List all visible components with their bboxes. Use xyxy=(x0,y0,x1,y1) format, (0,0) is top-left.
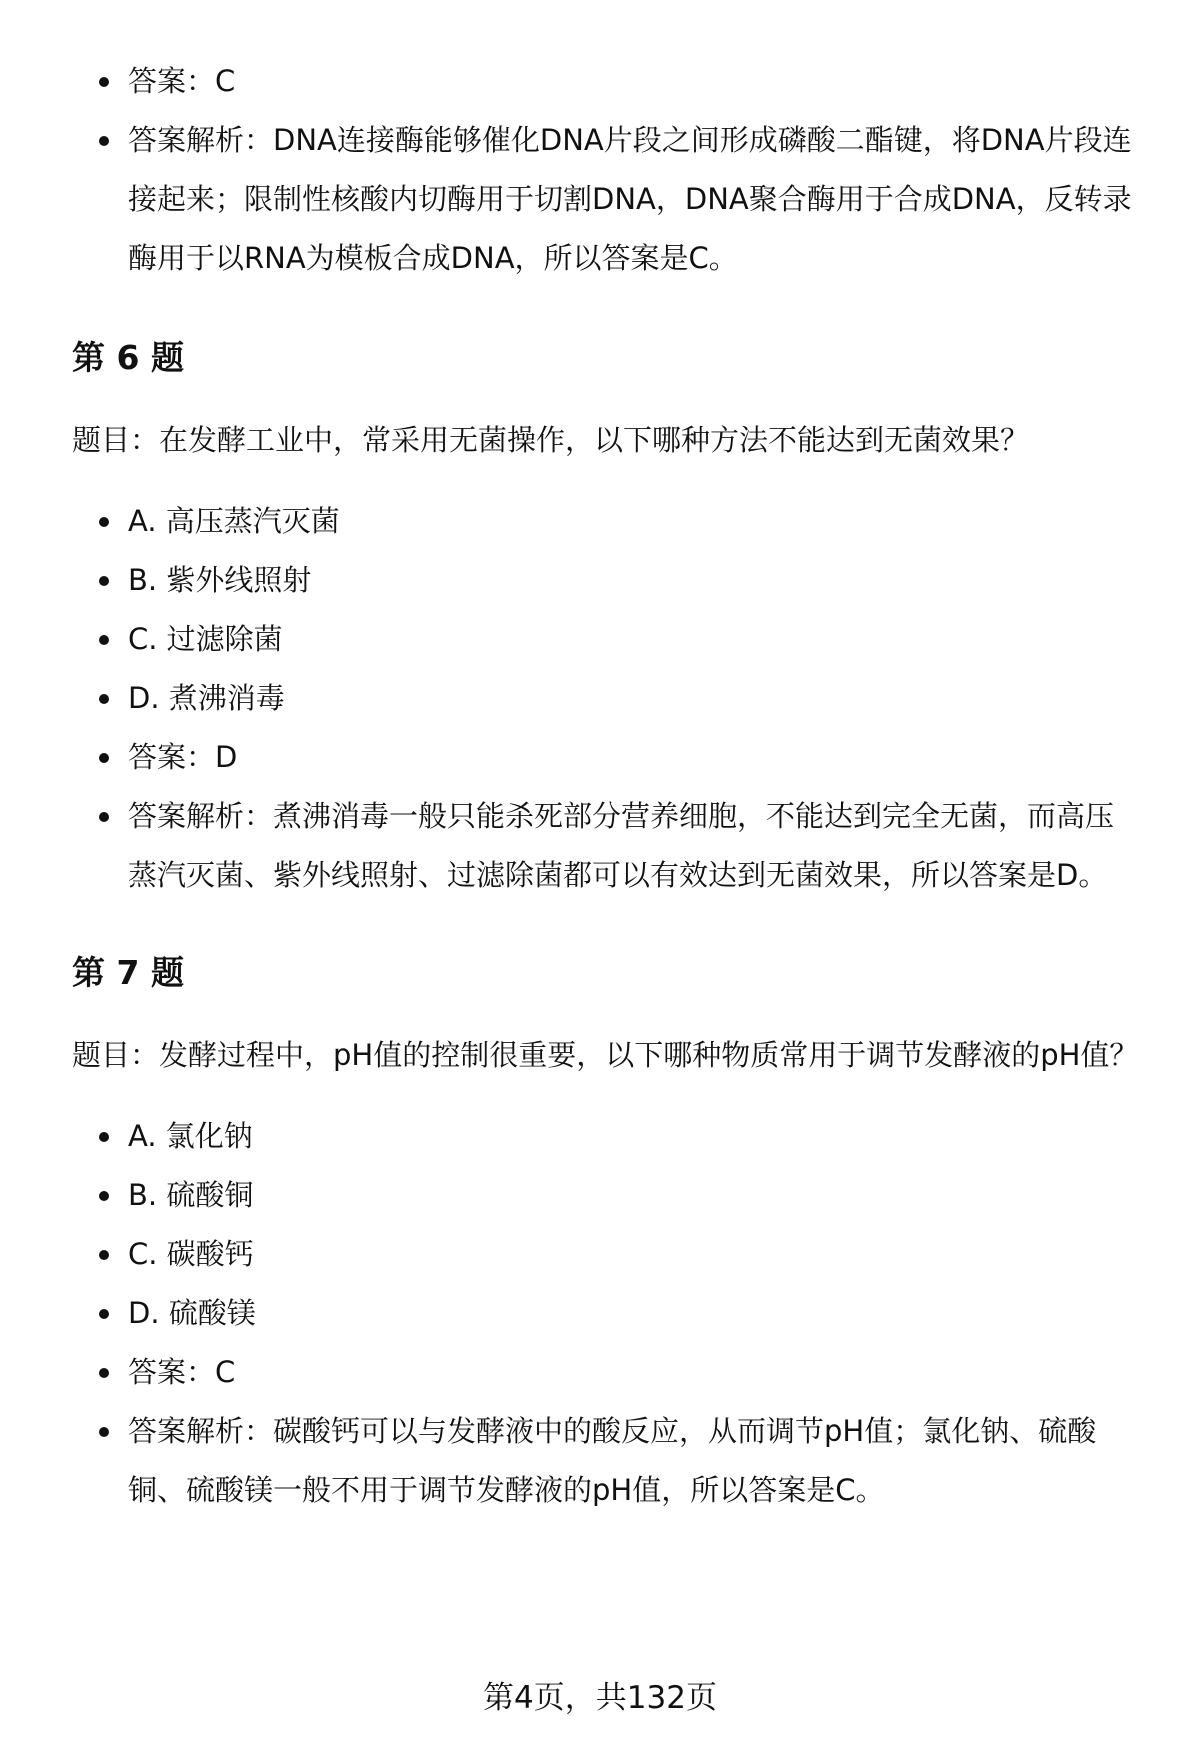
question-7-options xyxy=(72,1107,1142,1520)
option-c: C. 碳酸钙 xyxy=(72,1225,1142,1284)
question-7-heading: 第 7 题 xyxy=(72,953,184,992)
option-b: B. 硫酸铜 xyxy=(72,1166,1142,1225)
answer-item: 答案：D xyxy=(72,728,1142,787)
explanation-item: 答案解析：煮沸消毒一般只能杀死部分营养细胞，不能达到完全无菌，而高压蒸汽灭菌、紫外线照射、过滤除菌都可以有效达到无菌效果，所以答案是D。 xyxy=(72,787,1142,905)
page-content xyxy=(72,58,1142,1520)
question-6-options xyxy=(72,492,1142,905)
option-a: A. 高压蒸汽灭菌 xyxy=(72,492,1142,551)
answer-item: 答案：C xyxy=(72,52,1142,111)
prev-question-list xyxy=(72,52,1142,288)
question-7-text: 题目：发酵过程中，pH值的控制很重要，以下哪种物质常用于调节发酵液的pH值？ xyxy=(72,1038,1139,1072)
page-footer: 第4页，共132页 xyxy=(483,1680,717,1716)
explanation-item: 答案解析：碳酸钙可以与发酵液中的酸反应，从而调节pH值；氯化钠、硫酸铜、硫酸镁一般不用于调节发酵液的pH值，所以答案是C。 xyxy=(72,1402,1142,1520)
option-c: C. 过滤除菌 xyxy=(72,610,1142,669)
option-a: A. 氯化钠 xyxy=(72,1107,1142,1166)
question-6-text: 题目：在发酵工业中，常采用无菌操作，以下哪种方法不能达到无菌效果？ xyxy=(72,423,1030,457)
explanation-item: 答案解析：DNA连接酶能够催化DNA片段之间形成磷酸二酯键，将DNA片段连接起来；限制性核酸内切酶用于切割DNA，DNA聚合酶用于合成DNA，反转录酶用于以RNA为模板合成DNA，所以答案是C。 xyxy=(72,111,1142,288)
question-6-heading: 第 6 题 xyxy=(72,338,184,377)
option-d: D. 煮沸消毒 xyxy=(72,669,1142,728)
option-d: D. 硫酸镁 xyxy=(72,1284,1142,1343)
answer-item: 答案：C xyxy=(72,1343,1142,1402)
option-b: B. 紫外线照射 xyxy=(72,551,1142,610)
